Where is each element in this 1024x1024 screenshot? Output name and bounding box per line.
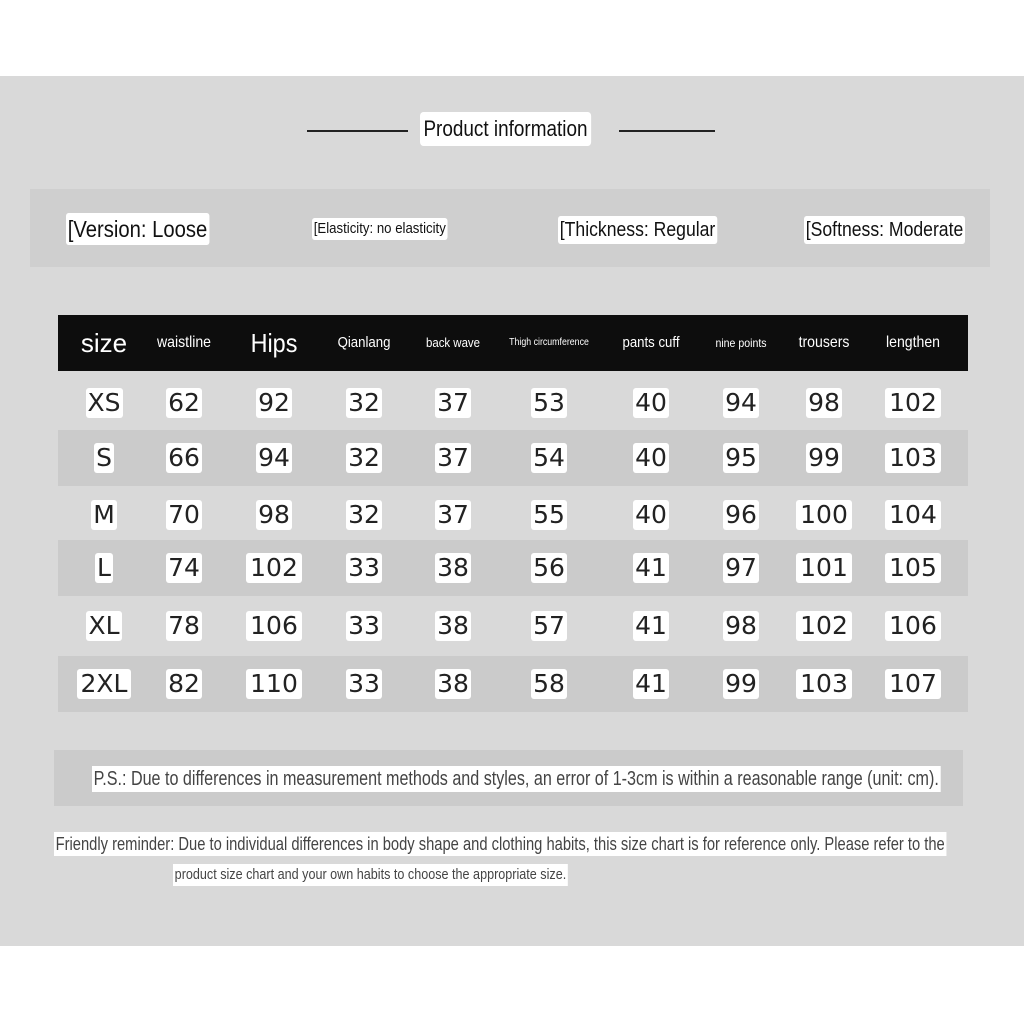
measurement-value: 98 xyxy=(258,500,290,529)
measurement-cell xyxy=(314,487,414,543)
measurement-value: 55 xyxy=(533,500,565,529)
measurement-cell xyxy=(314,430,414,486)
table-row xyxy=(58,598,968,654)
table-row xyxy=(58,487,968,543)
measurement-value: 94 xyxy=(725,388,757,417)
measurement-value: 97 xyxy=(725,553,757,582)
measurement-value: 105 xyxy=(885,553,941,583)
measurement-cell xyxy=(863,656,963,712)
measurement-cell xyxy=(314,375,414,431)
measurement-cell xyxy=(499,540,599,596)
measurement-cell xyxy=(601,430,701,486)
measurement-value: 94 xyxy=(258,443,290,472)
measurement-value: 99 xyxy=(808,443,840,472)
column-header-back-wave: back wave xyxy=(425,335,481,350)
measurement-cell xyxy=(134,656,234,712)
measurement-value: 33 xyxy=(348,553,380,582)
measurement-cell xyxy=(499,375,599,431)
measurement-value: 82 xyxy=(168,669,200,698)
measurement-value: 38 xyxy=(437,553,469,582)
size-label: L xyxy=(97,553,111,582)
reminder-line-1: Friendly reminder: Due to individual differences in body shape and clothing habits, this size chart is for reference only. Please refer to the xyxy=(55,834,945,854)
measurement-cell xyxy=(863,598,963,654)
table-row xyxy=(58,540,968,596)
table-row xyxy=(58,430,968,486)
measurement-value: 33 xyxy=(348,611,380,640)
measurement-cell xyxy=(134,430,234,486)
column-header-size: size xyxy=(80,328,128,358)
measurement-value: 98 xyxy=(725,611,757,640)
ps-note: P.S.: Due to differences in measurement methods and styles, an error of 1-3cm is within a reasonable range (unit: cm). xyxy=(93,768,939,790)
measurement-cell xyxy=(403,430,503,486)
measurement-value: 41 xyxy=(635,611,667,640)
size-label: 2XL xyxy=(77,669,132,699)
attribute-elasticity: [Elasticity: no elasticity xyxy=(312,218,448,240)
measurement-cell xyxy=(774,430,874,486)
size-label: M xyxy=(93,500,115,529)
column-header-hips: Hips xyxy=(250,328,298,358)
measurement-cell xyxy=(863,540,963,596)
column-header-qianlang: Qianlang xyxy=(337,334,391,351)
measurement-cell xyxy=(601,375,701,431)
measurement-cell xyxy=(863,430,963,486)
measurement-value: 37 xyxy=(437,388,469,417)
measurement-value: 32 xyxy=(348,443,380,472)
measurement-cell xyxy=(499,598,599,654)
size-label: XS xyxy=(87,388,121,417)
measurement-cell xyxy=(224,540,324,596)
measurement-cell xyxy=(499,656,599,712)
measurement-value: 57 xyxy=(533,611,565,640)
measurement-value: 56 xyxy=(533,553,565,582)
measurement-value: 102 xyxy=(796,611,852,641)
measurement-cell xyxy=(863,375,963,431)
measurement-value: 104 xyxy=(885,500,941,530)
column-header-pants-cuff: pants cuff xyxy=(622,334,680,351)
measurement-cell xyxy=(774,540,874,596)
section-header xyxy=(0,112,1024,146)
table-header-row xyxy=(58,315,968,371)
measurement-value: 106 xyxy=(885,611,941,641)
measurement-cell xyxy=(499,487,599,543)
measurement-cell xyxy=(314,656,414,712)
measurement-cell xyxy=(314,598,414,654)
measurement-cell xyxy=(224,430,324,486)
measurement-value: 102 xyxy=(885,388,941,418)
attribute-thickness: [Thickness: Regular xyxy=(558,216,717,244)
measurement-cell xyxy=(499,430,599,486)
measurement-value: 53 xyxy=(533,388,565,417)
measurement-cell xyxy=(774,375,874,431)
measurement-cell xyxy=(601,656,701,712)
measurement-cell xyxy=(134,540,234,596)
measurement-value: 96 xyxy=(725,500,757,529)
measurement-value: 100 xyxy=(796,500,852,530)
measurement-cell xyxy=(403,487,503,543)
measurement-value: 54 xyxy=(533,443,565,472)
column-header-waistline: waistline xyxy=(156,334,211,351)
measurement-value: 37 xyxy=(437,443,469,472)
measurement-value: 41 xyxy=(635,553,667,582)
measurement-cell xyxy=(134,598,234,654)
measurement-value: 41 xyxy=(635,669,667,698)
measurement-value: 78 xyxy=(168,611,200,640)
measurement-value: 40 xyxy=(635,388,667,417)
measurement-value: 32 xyxy=(348,388,380,417)
measurement-value: 110 xyxy=(246,669,302,699)
measurement-value: 101 xyxy=(796,553,852,583)
measurement-value: 106 xyxy=(246,611,302,641)
measurement-value: 98 xyxy=(808,388,840,417)
measurement-value: 102 xyxy=(246,553,302,583)
measurement-cell xyxy=(134,375,234,431)
title-rule-left xyxy=(307,130,408,132)
measurement-value: 58 xyxy=(533,669,565,698)
measurement-cell xyxy=(224,487,324,543)
measurement-value: 38 xyxy=(437,611,469,640)
attribute-softness: [Softness: Moderate xyxy=(804,216,965,244)
measurement-cell xyxy=(224,656,324,712)
size-label: S xyxy=(96,443,112,472)
measurement-cell xyxy=(403,540,503,596)
measurement-cell xyxy=(403,375,503,431)
measurement-value: 107 xyxy=(885,669,941,699)
measurement-cell xyxy=(774,598,874,654)
title-rule-right xyxy=(619,130,715,132)
measurement-value: 40 xyxy=(635,500,667,529)
measurement-value: 74 xyxy=(168,553,200,582)
measurement-cell xyxy=(224,375,324,431)
measurement-cell xyxy=(601,540,701,596)
measurement-value: 103 xyxy=(885,443,941,473)
table-row xyxy=(58,656,968,712)
column-header-nine-points: nine points xyxy=(715,336,767,350)
measurement-cell xyxy=(314,540,414,596)
measurement-value: 103 xyxy=(796,669,852,699)
column-header-trousers: trousers xyxy=(798,334,850,351)
measurement-cell xyxy=(403,598,503,654)
measurement-value: 32 xyxy=(348,500,380,529)
measurement-cell xyxy=(601,598,701,654)
measurement-value: 62 xyxy=(168,388,200,417)
measurement-value: 92 xyxy=(258,388,290,417)
measurement-value: 33 xyxy=(348,669,380,698)
measurement-cell xyxy=(134,487,234,543)
column-header-lengthen: lengthen xyxy=(885,334,941,351)
measurement-cell xyxy=(774,656,874,712)
attribute-version: [Version: Loose xyxy=(66,213,209,245)
measurement-value: 66 xyxy=(168,443,200,472)
measurement-value: 99 xyxy=(725,669,757,698)
page-title: Product information xyxy=(420,112,591,146)
measurement-value: 37 xyxy=(437,500,469,529)
measurement-cell xyxy=(774,487,874,543)
table-row xyxy=(58,375,968,431)
measurement-value: 95 xyxy=(725,443,757,472)
measurement-cell xyxy=(403,656,503,712)
column-header-thigh-circumference: Thigh circumference xyxy=(509,337,589,348)
measurement-value: 40 xyxy=(635,443,667,472)
measurement-value: 38 xyxy=(437,669,469,698)
measurement-value: 70 xyxy=(168,500,200,529)
measurement-cell xyxy=(601,487,701,543)
measurement-cell xyxy=(863,487,963,543)
measurement-cell xyxy=(224,598,324,654)
size-label: XL xyxy=(88,611,120,640)
reminder-line-2: product size chart and your own habits to choose the appropriate size. xyxy=(173,864,568,886)
